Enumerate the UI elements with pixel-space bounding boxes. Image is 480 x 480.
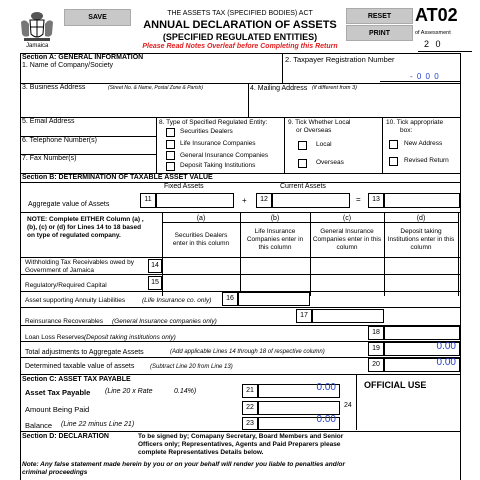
company-name-input[interactable] <box>22 70 280 82</box>
line-19-number: 19 <box>368 342 384 356</box>
column-c-letter: (c) <box>342 215 352 222</box>
column-a-letter: (a) <box>196 215 206 222</box>
line-15-label: Regulatory/Required Capital <box>25 282 107 289</box>
mailing-address-input[interactable] <box>250 93 458 115</box>
line-18-number: 18 <box>368 326 384 340</box>
year-input[interactable] <box>418 44 472 52</box>
fixed-assets-input[interactable] <box>156 193 234 208</box>
line-11-number: 11 <box>140 193 156 208</box>
field-3-label: 3. Business Address <box>22 84 86 91</box>
line-23-label: Balance <box>25 421 53 430</box>
general-insurance-checkbox[interactable] <box>166 151 175 160</box>
line-14-col-a-input[interactable] <box>163 258 239 274</box>
revised-return-checkbox[interactable] <box>389 157 398 166</box>
new-address-checkbox[interactable] <box>389 140 398 149</box>
line-15-col-a-input[interactable] <box>163 275 239 291</box>
amount-paid-input[interactable] <box>258 401 340 415</box>
field-8-label: 8. Type of Specified Regulated Entity: <box>159 119 268 126</box>
line-19-value: 0.00 <box>436 341 456 352</box>
column-note: NOTE: Complete EITHER Column (a) , (b), (c) or (d) for Lines 14 to 18 based on type of regulated company. <box>27 216 144 239</box>
field-9-label-2: or Overseas <box>296 127 332 134</box>
year-prefix: 2 0 <box>424 39 443 49</box>
line-17-label: Reinsurance Recoverables <box>25 318 104 325</box>
line-16-col-b-input[interactable] <box>238 292 310 306</box>
field-4-hint: (if different from 3) <box>312 85 357 91</box>
section-c-title: Section C: ASSET TAX PAYABLE <box>22 376 131 383</box>
revised-return-label: Revised Return <box>404 157 449 164</box>
official-use-label: OFFICIAL USE <box>364 380 427 390</box>
column-b-label: Life Insurance Companies enter in this column <box>246 228 304 251</box>
line-12-number: 12 <box>256 193 272 208</box>
line-18-hint: (Deposit taking institutions only) <box>84 334 176 341</box>
section-a-title: Section A: GENERAL INFORMATION <box>22 54 144 61</box>
entity-option-label: Life Insurance Companies <box>180 140 256 147</box>
trn-suffix: - 0 0 0 <box>410 72 440 81</box>
print-button[interactable]: PRINT <box>346 25 413 41</box>
column-b-letter: (b) <box>270 215 280 222</box>
line-16-number: 16 <box>222 292 238 306</box>
line-21-rate: 0.14%) <box>174 388 197 395</box>
line-14-label: Withholding Tax Receivables owed by Government of Jamaica <box>25 259 134 274</box>
page-subtitle: (SPECIFIED REGULATED ENTITIES) <box>162 32 318 42</box>
field-10-label: 10. Tick appropriate <box>386 119 444 126</box>
line-21-value: 0.00 <box>316 382 336 393</box>
field-7-label: 7. Fax Number(s) <box>22 155 77 162</box>
fax-input[interactable] <box>22 163 154 171</box>
telephone-input[interactable] <box>22 145 154 153</box>
entity-option-label: Deposit Taking Institutions <box>180 162 256 169</box>
line-22-number: 22 <box>242 401 258 415</box>
overseas-checkbox[interactable] <box>298 159 307 168</box>
aggregate-assets-input[interactable] <box>384 193 460 208</box>
line-15-number: 15 <box>148 276 162 290</box>
line-18-col-d-input[interactable] <box>384 326 460 340</box>
line-19-hint: (Add applicable Lines 14 through 18 of respective column) <box>170 349 325 355</box>
column-a-label: Securities Dealers enter in this column <box>172 232 230 247</box>
column-d-label: Deposit taking Institutions enter in this column <box>387 228 455 251</box>
line-17-col-c-input[interactable] <box>312 309 384 323</box>
line-16-hint: (Life Insurance co. only) <box>142 297 212 304</box>
line-20-value: 0.00 <box>436 357 456 368</box>
local-checkbox[interactable] <box>298 141 307 150</box>
field-10-label-2: box: <box>400 127 413 134</box>
fixed-assets-label: Fixed Assets <box>164 183 204 190</box>
line-19-label: Total adjustments to Aggregate Assets <box>25 349 144 356</box>
field-9-label: 9. Tick Whether Local <box>288 119 351 126</box>
declaration-text: To be signed by; Comapany Secretary, Board Members and Senior Officers only; Representatives, Agents and Paid Preparers please complete Representatives Details below. <box>138 433 344 456</box>
line-13-number: 13 <box>368 193 384 208</box>
overseas-label: Overseas <box>316 159 344 166</box>
line-23-value: 0.00 <box>316 414 336 425</box>
year-label: of Assessment <box>415 30 451 36</box>
section-d-title: Section D: DECLARATION <box>22 433 109 440</box>
save-button[interactable]: SAVE <box>64 9 131 26</box>
column-c-label: General Insurance Companies enter in this column <box>312 228 382 251</box>
field-1-label: 1. Name of Company/Society <box>22 62 114 69</box>
entity-option-label: General Insurance Companies <box>180 152 269 159</box>
local-label: Local <box>316 141 332 148</box>
line-23-hint: (Line 22 minus Line 21) <box>61 421 135 428</box>
securities-dealers-checkbox[interactable] <box>166 128 175 137</box>
line-21-hint: (Line 20 x Rate <box>105 388 153 395</box>
country-label: Jamaica <box>26 43 49 49</box>
field-4-label: 4. Mailing Address <box>250 85 308 92</box>
act-title: THE ASSETS TAX (SPECIFIED BODIES) ACT <box>167 10 313 17</box>
line-23-number: 23 <box>242 417 258 430</box>
new-address-label: New Address <box>404 140 443 147</box>
line-20-label: Determined taxable value of assets <box>25 363 135 370</box>
line-20-hint: (Subtract Line 20 from Line 13) <box>150 364 233 370</box>
line-20-number: 20 <box>368 358 384 372</box>
field-3-hint: (Street No. & Name, Postal Zone & Parish) <box>108 85 204 91</box>
email-input[interactable] <box>22 126 154 134</box>
page-title: ANNUAL DECLARATION OF ASSETS <box>143 19 337 31</box>
line-17-hint: (General Insurance companies only) <box>112 318 217 325</box>
life-insurance-checkbox[interactable] <box>166 140 175 149</box>
line-22-label: Amount Being Paid <box>25 405 90 414</box>
entity-option-label: Securities Dealers <box>180 128 233 135</box>
equals-sign: = <box>356 195 361 204</box>
deposit-taking-checkbox[interactable] <box>166 162 175 171</box>
line-18-label: Loan Loss Reserves <box>25 334 85 341</box>
declaration-note: Note: Any false statement made herein by you or on your behalf will render you liable to penalties and/or criminal proceedings <box>22 461 346 476</box>
coat-of-arms-icon <box>18 8 56 42</box>
form-code: AT02 <box>415 5 458 25</box>
business-address-input[interactable] <box>22 92 246 116</box>
aggregate-label: Aggregate value of Assets <box>28 201 110 208</box>
current-assets-input[interactable] <box>272 193 350 208</box>
line-16-label: Asset supporting Annuity Liabilities <box>25 297 126 304</box>
line-21-label: Asset Tax Payable <box>25 388 91 397</box>
notice-text: Please Read Notes Overleaf before Completing this Return <box>142 43 338 50</box>
line-14-number: 14 <box>148 259 162 273</box>
current-assets-label: Current Assets <box>280 183 326 190</box>
reset-button[interactable]: RESET <box>346 8 413 24</box>
plus-sign: + <box>242 196 247 205</box>
line-21-number: 21 <box>242 384 258 398</box>
field-6-label: 6. Telephone Number(s) <box>22 137 97 144</box>
column-d-letter: (d) <box>416 215 426 222</box>
field-2-label: 2. Taxpayer Registration Number <box>285 55 395 64</box>
field-5-label: 5. Email Address <box>22 118 75 125</box>
line-24-number: 24 <box>344 402 352 409</box>
section-b-title: Section B: DETERMINATION OF TAXABLE ASSET VALUE <box>22 174 213 181</box>
line-17-number: 17 <box>296 309 312 323</box>
